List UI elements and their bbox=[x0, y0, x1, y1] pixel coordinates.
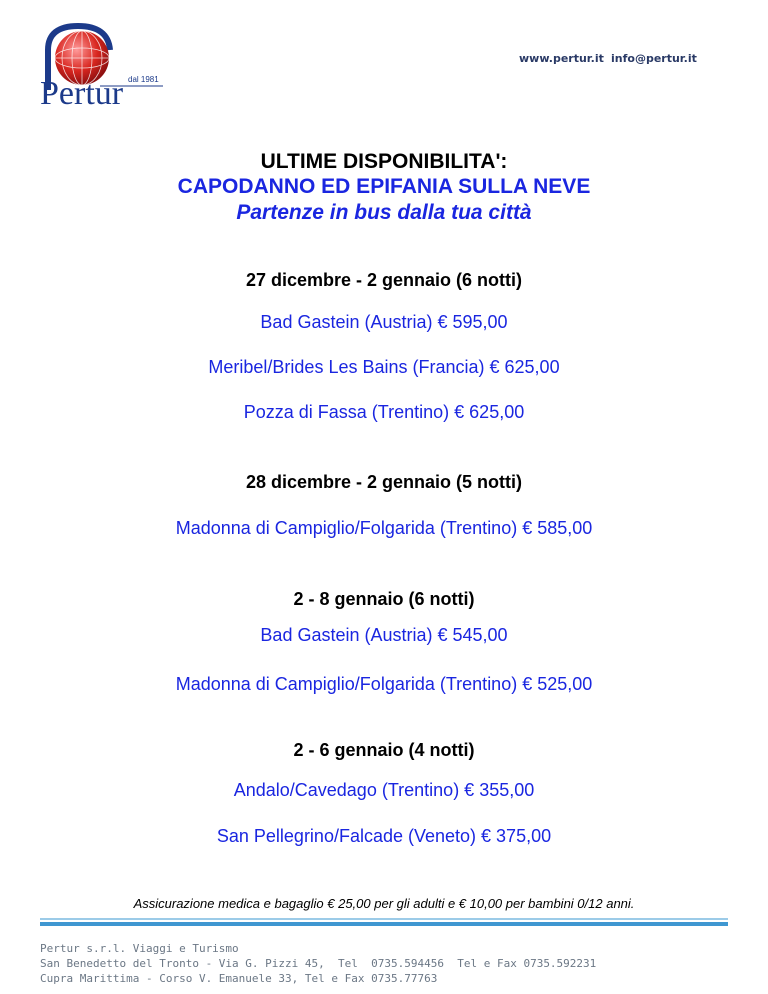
offer-item: Bad Gastein (Austria) € 595,00 bbox=[260, 312, 508, 332]
period-heading: 28 dicembre - 2 gennaio (5 notti) bbox=[245, 472, 523, 492]
page-subtitle: CAPODANNO ED EPIFANIA SULLA NEVE bbox=[177, 175, 591, 198]
offer-item: Meribel/Brides Les Bains (Francia) € 625,00 bbox=[208, 357, 560, 377]
footer-divider bbox=[40, 918, 728, 920]
footer-address-2: Cupra Marittima - Corso V. Emanuele 33, Tel e Fax 0735.77763 bbox=[40, 972, 438, 985]
offer-item: Pozza di Fassa (Trentino) € 625,00 bbox=[243, 402, 525, 422]
offer-item: Madonna di Campiglio/Folgarida (Trentino) € 525,00 bbox=[175, 674, 593, 694]
logo-wordmark: Pertur bbox=[40, 75, 124, 106]
footer-divider bbox=[40, 922, 728, 926]
period-heading: 2 - 6 gennaio (4 notti) bbox=[293, 740, 475, 760]
footer-company: Pertur s.r.l. Viaggi e Turismo bbox=[40, 942, 239, 955]
page-tagline: Partenze in bus dalla tua città bbox=[236, 201, 532, 224]
offer-item: San Pellegrino/Falcade (Veneto) € 375,00 bbox=[216, 826, 552, 846]
svg-text:dal 1981: dal 1981 bbox=[128, 75, 159, 84]
period-heading: 2 - 8 gennaio (6 notti) bbox=[293, 589, 475, 609]
period-heading: 27 dicembre - 2 gennaio (6 notti) bbox=[245, 270, 523, 290]
page-title: ULTIME DISPONIBILITA': bbox=[260, 150, 508, 173]
offer-item: Bad Gastein (Austria) € 545,00 bbox=[260, 625, 508, 645]
pertur-logo bbox=[38, 20, 163, 106]
offer-item: Andalo/Cavedago (Trentino) € 355,00 bbox=[233, 780, 535, 800]
email-link[interactable]: info@pertur.it bbox=[611, 52, 697, 65]
offer-item: Madonna di Campiglio/Folgarida (Trentino) € 585,00 bbox=[175, 518, 593, 538]
website-link[interactable]: www.pertur.it bbox=[519, 52, 604, 65]
footer-address-1: San Benedetto del Tronto - Via G. Pizzi 45, Tel 0735.594456 Tel e Fax 0735.592231 bbox=[40, 957, 597, 970]
insurance-note: Assicurazione medica e bagaglio € 25,00 per gli adulti e € 10,00 per bambini 0/12 anni. bbox=[133, 896, 635, 911]
